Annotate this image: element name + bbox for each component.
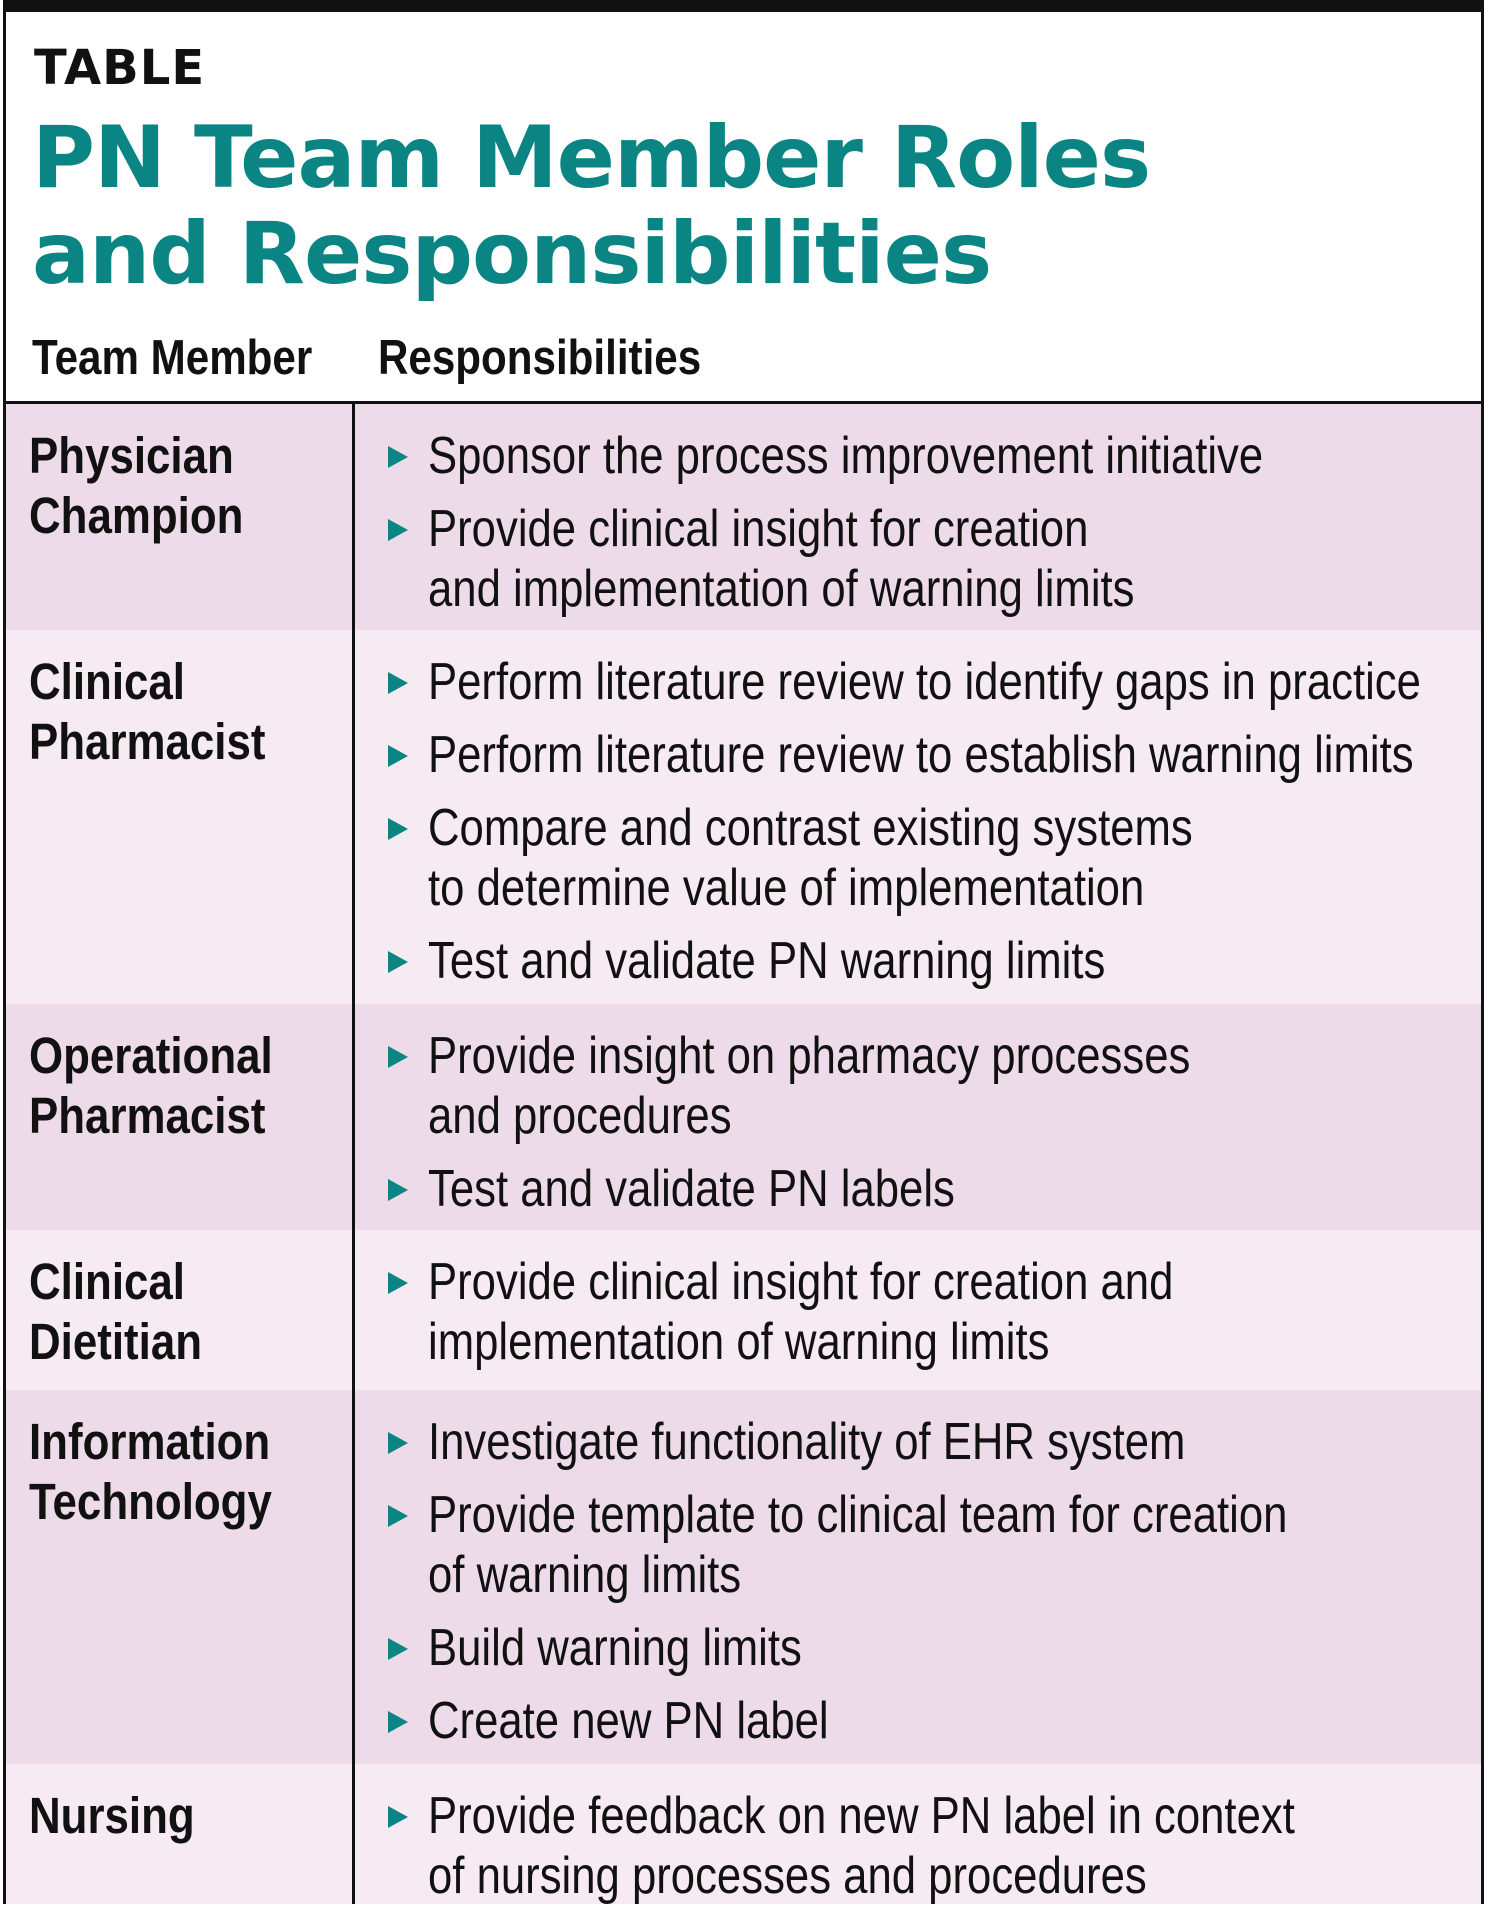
responsibility-item xyxy=(378,1786,1460,1906)
responsibility-item xyxy=(378,1691,1451,1751)
team-member-name xyxy=(29,426,313,546)
responsibility-item xyxy=(378,1252,1315,1372)
table-row xyxy=(6,1230,1481,1390)
responsibility-text-line: Provide insight on pharmacy processes xyxy=(428,1027,1191,1085)
responsibility-text-line: and procedures xyxy=(428,1087,732,1145)
responsibility-text xyxy=(428,652,1421,712)
responsibility-text-line: and implementation of warning limits xyxy=(428,560,1135,618)
responsibility-text-line: Provide clinical insight for creation and xyxy=(428,1253,1174,1311)
triangle-bullet-icon xyxy=(388,1272,408,1294)
title-line-2: and Responsibilities xyxy=(32,204,992,304)
responsibility-text-line: to determine value of implementation xyxy=(428,859,1145,917)
team-member-name-line: Nursing xyxy=(29,1787,195,1844)
responsibility-text-line: Provide clinical insight for creation xyxy=(428,500,1089,558)
responsibility-text xyxy=(428,1252,1173,1372)
table-row xyxy=(6,404,1481,630)
triangle-bullet-icon xyxy=(388,446,408,468)
team-member-name-line: Pharmacist xyxy=(29,713,266,770)
responsibility-text xyxy=(428,798,1421,918)
responsibility-text xyxy=(428,499,1263,619)
triangle-bullet-icon xyxy=(388,951,408,973)
triangle-bullet-icon xyxy=(388,672,408,694)
table-row xyxy=(6,1390,1481,1764)
team-member-name-line: Dietitian xyxy=(29,1313,203,1370)
responsibility-text-line: Perform literature review to identify gaps in practice xyxy=(428,653,1421,711)
table-kicker: TABLE xyxy=(34,40,206,96)
table-row xyxy=(6,1004,1481,1230)
responsibility-text-line: Sponsor the process improvement initiative xyxy=(428,427,1264,485)
responsibility-list xyxy=(378,1786,1460,1919)
responsibility-text xyxy=(428,931,1421,991)
responsibility-item xyxy=(378,426,1422,486)
responsibility-text-line: Provide feedback on new PN label in context xyxy=(428,1787,1295,1845)
responsibility-list xyxy=(378,1026,1336,1232)
responsibility-text xyxy=(428,426,1263,486)
responsibility-text-line: of warning limits xyxy=(428,1546,742,1604)
team-member-name-line: Pharmacist xyxy=(29,1087,266,1144)
triangle-bullet-icon xyxy=(388,1432,408,1454)
responsibility-list xyxy=(378,1252,1315,1385)
responsibility-text xyxy=(428,1026,1190,1146)
team-member-name-line: Physician xyxy=(29,427,234,484)
responsibility-item xyxy=(378,652,1488,712)
responsibility-item xyxy=(378,499,1422,619)
triangle-bullet-icon xyxy=(388,818,408,840)
team-member-name-line: Clinical xyxy=(29,653,185,710)
responsibility-list xyxy=(378,652,1488,1004)
team-member-name-line: Technology xyxy=(29,1473,272,1530)
team-member-name-line: Information xyxy=(29,1413,271,1470)
team-member-name xyxy=(29,1412,313,1532)
responsibility-item xyxy=(378,798,1488,918)
responsibility-item xyxy=(378,1159,1336,1219)
responsibility-item xyxy=(378,1026,1336,1146)
team-member-name xyxy=(29,1026,313,1146)
triangle-bullet-icon xyxy=(388,1711,408,1733)
triangle-bullet-icon xyxy=(388,1505,408,1527)
responsibility-text-line: Test and validate PN warning limits xyxy=(428,932,1106,990)
responsibility-text xyxy=(428,1786,1295,1906)
triangle-bullet-icon xyxy=(388,1179,408,1201)
responsibility-text xyxy=(428,1159,1190,1219)
responsibility-text xyxy=(428,1618,1287,1678)
responsibility-text xyxy=(428,1412,1287,1472)
triangle-bullet-icon xyxy=(388,1638,408,1660)
team-member-name-line: Champion xyxy=(29,487,244,544)
team-member-name-line: Clinical xyxy=(29,1253,185,1310)
responsibility-text xyxy=(428,725,1421,785)
table-title xyxy=(32,110,1150,302)
responsibility-item xyxy=(378,1412,1451,1472)
triangle-bullet-icon xyxy=(388,519,408,541)
team-member-name xyxy=(29,1252,313,1372)
responsibility-text-line: of nursing processes and procedures xyxy=(428,1847,1147,1905)
responsibility-item xyxy=(378,1485,1451,1605)
table-row xyxy=(6,1764,1481,1904)
triangle-bullet-icon xyxy=(388,1046,408,1068)
responsibility-item xyxy=(378,1618,1451,1678)
title-line-1: PN Team Member Roles xyxy=(32,108,1151,208)
responsibility-list xyxy=(378,1412,1451,1764)
table-row xyxy=(6,630,1481,1004)
column-header-responsibilities: Responsibilities xyxy=(378,331,702,385)
responsibility-text-line: Build warning limits xyxy=(428,1619,802,1677)
responsibility-item xyxy=(378,931,1488,991)
responsibility-text xyxy=(428,1691,1287,1751)
team-member-name xyxy=(29,1786,313,1846)
team-member-name xyxy=(29,652,313,772)
responsibility-text xyxy=(428,1485,1287,1605)
triangle-bullet-icon xyxy=(388,1806,408,1828)
column-divider xyxy=(352,404,355,1904)
responsibility-text-line: Perform literature review to establish warning limits xyxy=(428,726,1414,784)
team-member-name-line: Operational xyxy=(29,1027,273,1084)
responsibility-text-line: Investigate functionality of EHR system xyxy=(428,1413,1186,1471)
table-frame xyxy=(3,0,1484,1904)
responsibility-text-line: Provide template to clinical team for creation xyxy=(428,1486,1288,1544)
responsibility-list xyxy=(378,426,1422,632)
responsibility-text-line: Test and validate PN labels xyxy=(428,1160,955,1218)
responsibility-text-line: implementation of warning limits xyxy=(428,1313,1050,1371)
responsibility-text-line: Compare and contrast existing systems xyxy=(428,799,1193,857)
responsibility-text-line: Create new PN label xyxy=(428,1692,829,1750)
column-header-team-member: Team Member xyxy=(32,331,313,385)
triangle-bullet-icon xyxy=(388,745,408,767)
responsibility-item xyxy=(378,725,1488,785)
